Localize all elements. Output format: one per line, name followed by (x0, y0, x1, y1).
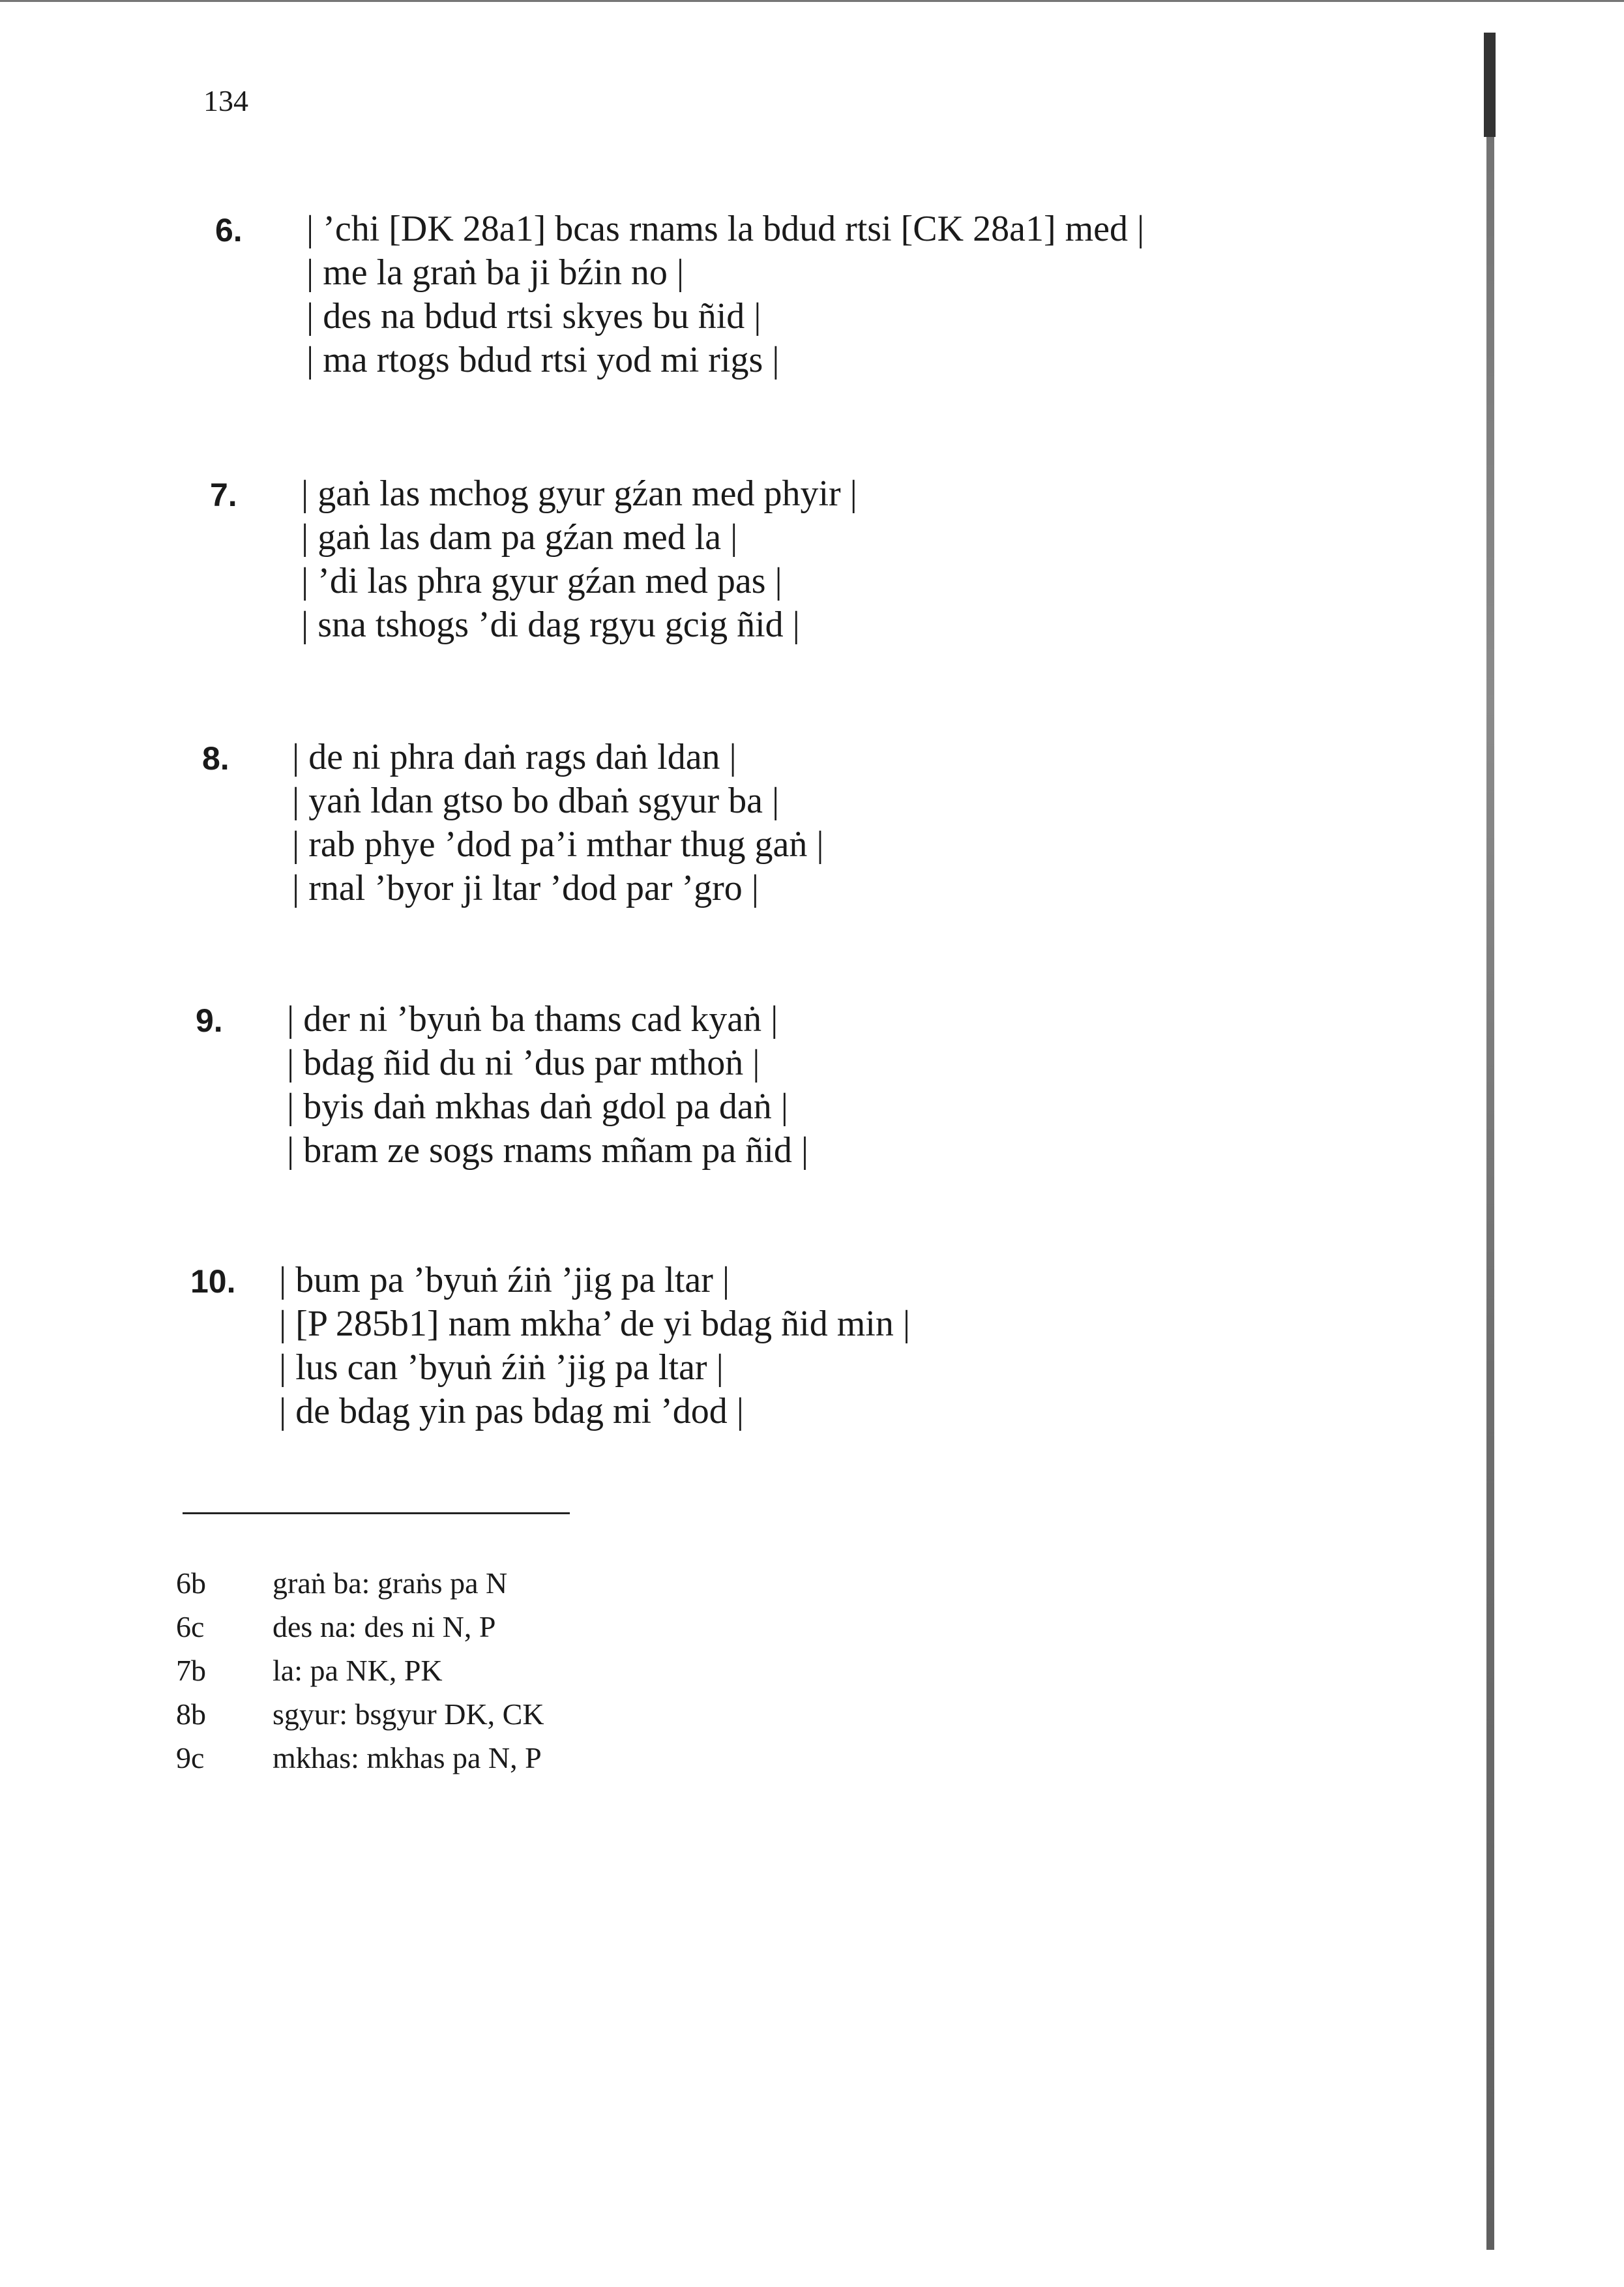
verse-line: | [P 285b1] nam mkha’ de yi bdag ñid min | (279, 1304, 911, 1344)
verse-line: | gaṅ las mchog gyur gźan med phyir | (301, 473, 857, 514)
verse-line: | de ni phra daṅ rags daṅ ldan | (292, 737, 737, 777)
verse-number: 10. (190, 1263, 236, 1300)
verse-line: | byis daṅ mkhas daṅ gdol pa daṅ | (287, 1086, 788, 1127)
scan-top-edge (0, 0, 1624, 2)
binding-edge-dark (1484, 33, 1496, 137)
note-ref: 7b (176, 1654, 206, 1687)
note-ref: 9c (176, 1741, 205, 1774)
page-number: 134 (203, 84, 248, 117)
verse-line: | me la graṅ ba ji bźin no | (306, 252, 685, 293)
verse-line: | lus can ’byuṅ źiṅ ’jig pa ltar | (279, 1347, 724, 1388)
verse-line: | bram ze sogs rnams mñam pa ñid | (287, 1130, 809, 1171)
verse-number: 7. (210, 477, 237, 513)
note-ref: 6c (176, 1610, 205, 1643)
verse-line: | de bdag yin pas bdag mi ’dod | (279, 1391, 744, 1431)
binding-edge-shadow (1486, 33, 1494, 2250)
verse-line: | rnal ’byor ji ltar ’dod par ’gro | (292, 868, 759, 908)
verse-line: | bum pa ’byuṅ źiṅ ’jig pa ltar | (279, 1260, 730, 1300)
verse-line: | rab phye ’dod pa’i mthar thug gaṅ | (292, 824, 824, 865)
verse-line: | des na bdud rtsi skyes bu ñid | (306, 296, 761, 336)
note-text: graṅ ba: graṅs pa N (273, 1566, 508, 1600)
verse-line: | bdag ñid du ni ’dus par mthoṅ | (287, 1043, 760, 1083)
verse-line: | gaṅ las dam pa gźan med la | (301, 517, 738, 558)
note-text: des na: des ni N, P (273, 1610, 496, 1643)
verse-line: | ma rtogs bdud rtsi yod mi rigs | (306, 340, 780, 380)
note-text: la: pa NK, PK (273, 1654, 443, 1687)
verse-number: 9. (196, 1002, 223, 1039)
verse-line: | sna tshogs ’di dag rgyu gcig ñid | (301, 605, 800, 645)
verse-line: | yaṅ ldan gtso bo dbaṅ sgyur ba | (292, 781, 780, 821)
verse-line: | der ni ’byuṅ ba thams cad kyaṅ | (287, 999, 778, 1039)
verse-number: 8. (202, 740, 229, 777)
note-text: mkhas: mkhas pa N, P (273, 1741, 542, 1774)
footnote-divider (183, 1512, 570, 1514)
note-ref: 6b (176, 1566, 206, 1600)
note-ref: 8b (176, 1697, 206, 1731)
verse-line: | ’di las phra gyur gźan med pas | (301, 561, 782, 601)
verse-number: 6. (215, 212, 243, 248)
verse-line: | ’chi [DK 28a1] bcas rnams la bdud rtsi [CK 28a1] med | (306, 209, 1145, 249)
note-text: sgyur: bsgyur DK, CK (273, 1697, 544, 1731)
